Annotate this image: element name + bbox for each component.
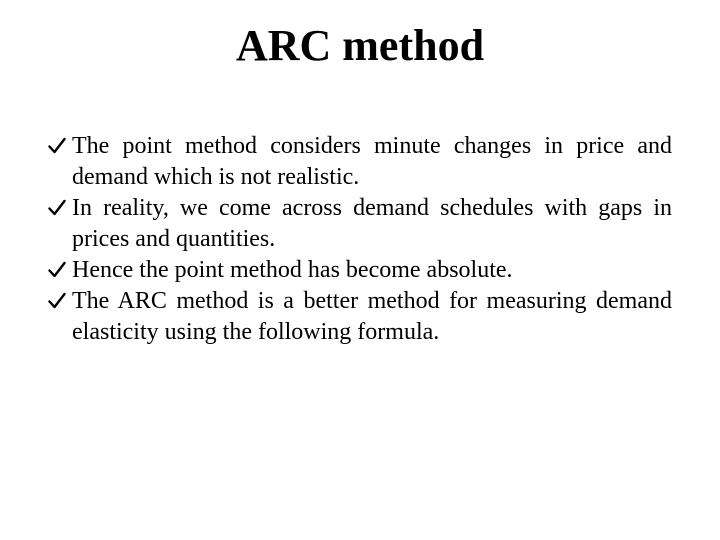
bullet-text: In reality, we come across demand schedules with gaps in prices and quantities. xyxy=(72,195,672,252)
bullet-text: The ARC method is a better method for measuring demand elasticity using the following formula. xyxy=(72,288,672,345)
checkmark-icon xyxy=(48,199,66,217)
bullet-text: The point method considers minute changes in price and demand which is not realistic. xyxy=(72,133,672,190)
bullet-item xyxy=(48,255,672,286)
bullet-list xyxy=(48,131,672,348)
checkmark-icon xyxy=(48,137,66,155)
slide-title: ARC method xyxy=(235,21,485,70)
bullet-item xyxy=(48,131,672,193)
checkmark-icon xyxy=(48,292,66,310)
bullet-item xyxy=(48,193,672,255)
bullet-item xyxy=(48,286,672,348)
bullet-text: Hence the point method has become absolute. xyxy=(72,257,513,283)
checkmark-icon xyxy=(48,261,66,279)
